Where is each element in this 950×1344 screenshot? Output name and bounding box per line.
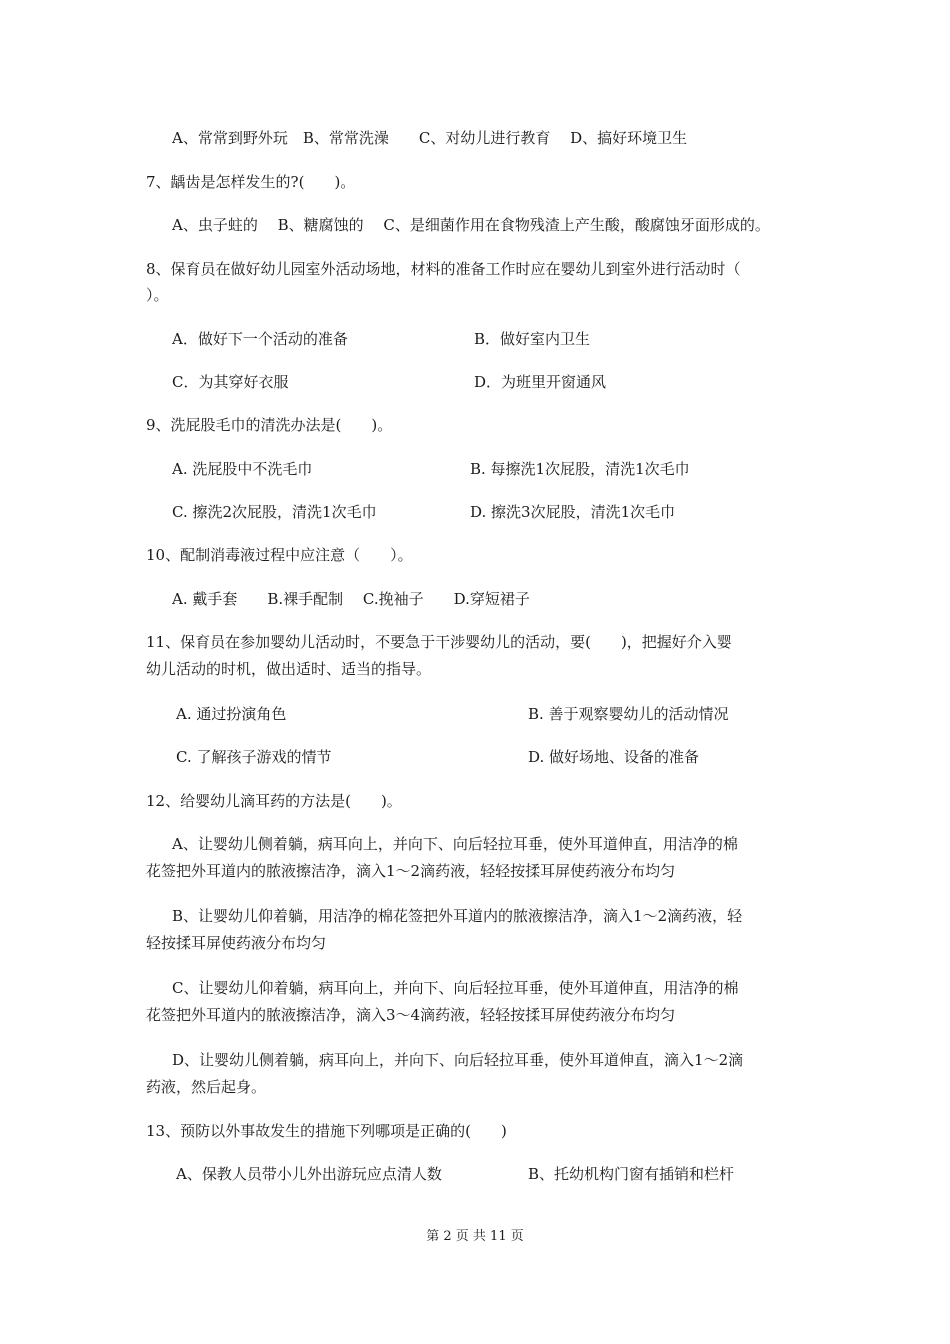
q9-option-b: B. 每擦洗1次屁股，清洗1次毛巾	[470, 460, 690, 478]
q12-option-c-line1: C、让婴幼儿仰着躺，病耳向上，并向下、向后轻拉耳垂，使外耳道伸直，用洁净的棉	[172, 979, 739, 997]
q8-stem-line1: 8、保育员在做好幼儿园室外活动场地，材料的准备工作时应在婴幼儿到室外进行活动时（	[146, 260, 741, 278]
q8-option-c: C．为其穿好衣服	[172, 373, 289, 391]
q12-option-a-line1: A、让婴幼儿侧着躺，病耳向上，并向下、向后轻拉耳垂，使外耳道伸直，用洁净的棉	[172, 835, 738, 853]
q12-option-a-line2: 花签把外耳道内的脓液擦洁净，滴入1～2滴药液，轻轻按揉耳屏使药液分布均匀	[146, 862, 676, 880]
q7-options: A、虫子蛀的 B、糖腐蚀的 C、是细菌作用在食物残渣上产生酸，酸腐蚀牙面形成的。	[172, 216, 770, 234]
q11-option-d: D. 做好场地、设备的准备	[528, 748, 700, 766]
q10-options: A. 戴手套 B.裸手配制 C.挽袖子 D.穿短裙子	[172, 590, 530, 608]
q12-option-d-line2: 药液，然后起身。	[146, 1078, 267, 1096]
q12-option-b-line1: B、让婴幼儿仰着躺，用洁净的棉花签把外耳道内的脓液擦洁净，滴入1～2滴药液，轻	[172, 907, 743, 925]
q13-stem: 13、预防以外事故发生的措施下列哪项是正确的( )	[146, 1122, 507, 1140]
page-number-footer: 第 2 页 共 11 页	[426, 1229, 524, 1244]
q8-stem-line2: ）。	[146, 286, 169, 304]
q8-option-d: D．为班里开窗通风	[474, 373, 607, 391]
q12-option-d-line1: D、让婴幼儿侧着躺，病耳向上，并向下、向后轻拉耳垂，使外耳道伸直，滴入1～2滴	[172, 1051, 744, 1069]
q11-stem-line1: 11、保育员在参加婴幼儿活动时，不要急于干涉婴幼儿的活动，要( )，把握好介入婴	[146, 633, 732, 651]
q10-stem: 10、配制消毒液过程中应注意（ ）。	[146, 546, 413, 564]
q7-stem: 7、龋齿是怎样发生的?( )。	[146, 173, 356, 191]
q11-stem-line2: 幼儿活动的时机，做出适时、适当的指导。	[146, 660, 432, 678]
q11-option-c: C. 了解孩子游戏的情节	[176, 748, 332, 766]
q9-option-c: C. 擦洗2次屁股，清洗1次毛巾	[172, 503, 377, 521]
q12-option-c-line2: 花签把外耳道内的脓液擦洁净，滴入3～4滴药液，轻轻按揉耳屏使药液分布均匀	[146, 1006, 676, 1024]
q13-option-a: A、保教人员带小儿外出游玩应点清人数	[176, 1165, 442, 1183]
q9-option-d: D. 擦洗3次屁股，清洗1次毛巾	[470, 503, 676, 521]
q11-option-b: B. 善于观察婴幼儿的活动情况	[528, 705, 729, 723]
q9-stem: 9、洗屁股毛巾的清洗办法是( )。	[146, 416, 393, 434]
q6-options: A、常常到野外玩 B、常常洗澡 C、对幼儿进行教育 D、搞好环境卫生	[172, 129, 688, 147]
q12-option-b-line2: 轻按揉耳屏使药液分布均匀	[146, 934, 327, 952]
q12-stem: 12、给婴幼儿滴耳药的方法是( )。	[146, 792, 402, 810]
q8-option-a: A．做好下一个活动的准备	[172, 330, 348, 348]
q13-option-b: B、托幼机构门窗有插销和栏杆	[528, 1165, 735, 1183]
q8-option-b: B．做好室内卫生	[474, 330, 591, 348]
q11-option-a: A. 通过扮演角色	[176, 705, 287, 723]
q9-option-a: A. 洗屁股中不洗毛巾	[172, 460, 313, 478]
